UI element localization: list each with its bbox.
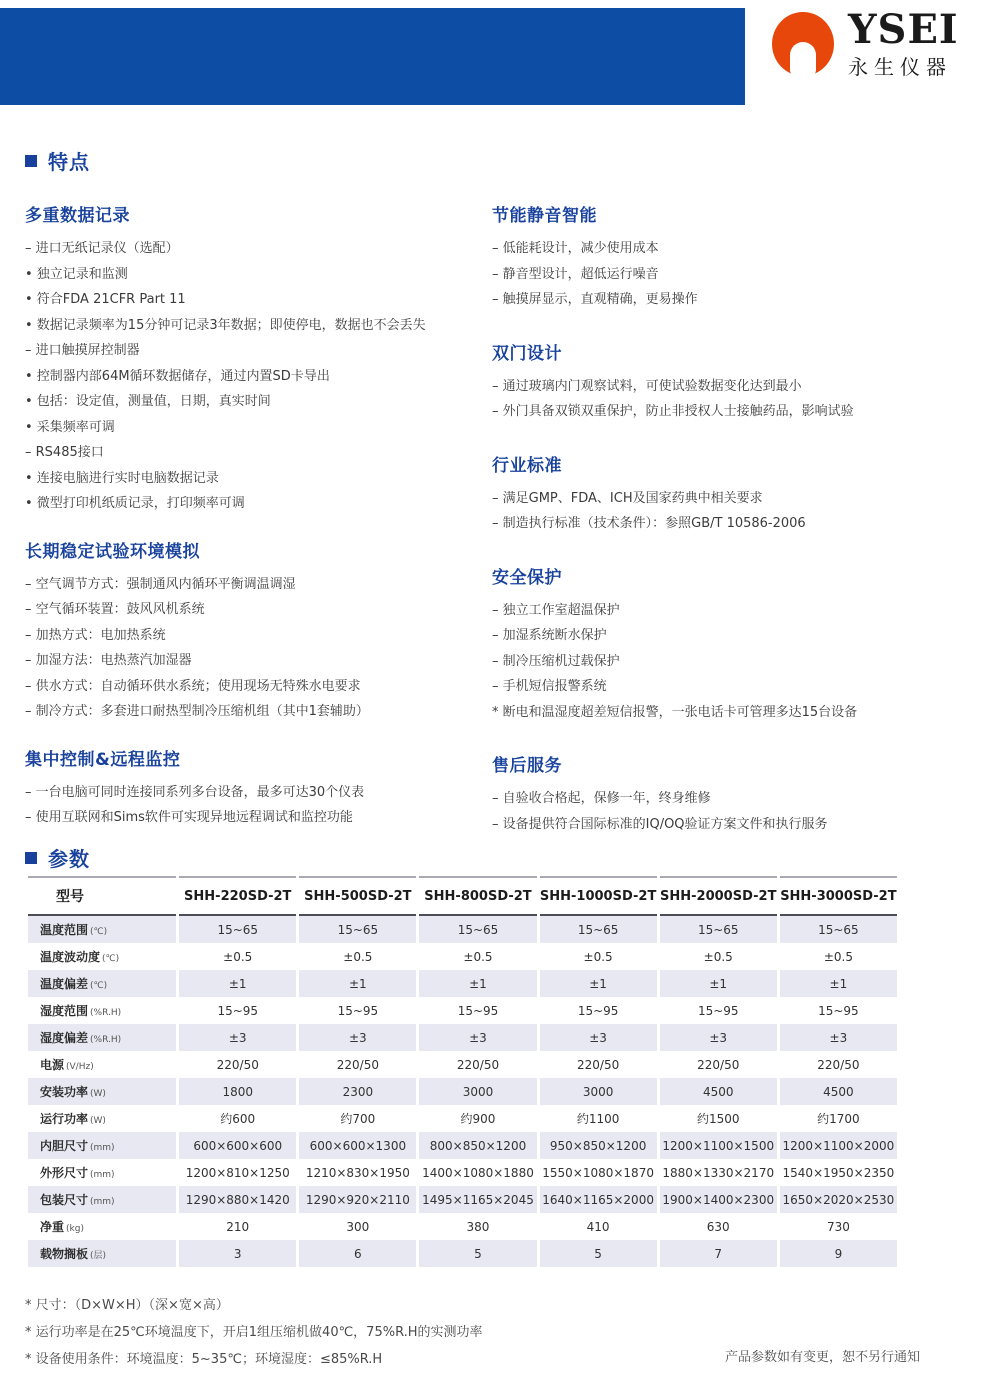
brand-name-en: YSEI bbox=[848, 6, 959, 53]
spec-cell: 220/50 bbox=[456, 1057, 500, 1072]
feature-item: – 制冷方式：多套进口耐热型制冷压缩机组（其中1套辅助） bbox=[25, 704, 369, 719]
table-row bbox=[28, 916, 897, 943]
brand-text bbox=[848, 8, 959, 80]
feature-item: – 通过玻璃内门观察试料，可使试验数据变化达到最小 bbox=[492, 378, 802, 394]
brand-logo bbox=[772, 8, 959, 80]
spec-cell: 15~65 bbox=[780, 916, 897, 943]
spec-cell: 1650×2020×2530 bbox=[780, 1186, 897, 1213]
table-row bbox=[28, 1213, 897, 1240]
column-header: SHH-2000SD-2T bbox=[660, 876, 777, 916]
spec-cell: ±0.5 bbox=[223, 949, 253, 964]
feature-group-title: 集中控制&远程监控 bbox=[25, 749, 181, 770]
row-label: 温度偏差 (℃) bbox=[28, 970, 176, 997]
spec-cell: 1900×1400×2300 bbox=[660, 1186, 777, 1213]
spec-cell: ±0.5 bbox=[463, 949, 493, 964]
spec-cell: 630 bbox=[706, 1219, 730, 1234]
row-label: 湿度偏差 (%R.H) bbox=[28, 1024, 176, 1051]
spec-cell: 220/50 bbox=[817, 1057, 860, 1072]
feature-item: • 符合FDA 21CFR Part 11 bbox=[25, 292, 186, 307]
table-row bbox=[28, 1105, 897, 1132]
table-row bbox=[28, 1240, 897, 1267]
spec-cell: 1290×880×1420 bbox=[179, 1186, 296, 1213]
spec-cell: ±0.5 bbox=[703, 949, 733, 964]
feature-item: • 微型打印机纸质记录，打印频率可调 bbox=[25, 496, 245, 511]
spec-cell: 600×600×1300 bbox=[299, 1132, 416, 1159]
feature-item: – 一台电脑可同时连接同系列多台设备，最多可达30个仪表 bbox=[25, 784, 365, 800]
spec-cell: 3000 bbox=[540, 1078, 657, 1105]
column-header: SHH-220SD-2T bbox=[179, 876, 296, 916]
specs-section-header bbox=[25, 843, 90, 872]
features-column-left bbox=[25, 187, 492, 837]
spec-cell: ±0.5 bbox=[583, 949, 613, 964]
row-label: 电源 (V/Hz) bbox=[40, 1058, 94, 1072]
spec-cell: 1550×1080×1870 bbox=[542, 1165, 654, 1180]
feature-item: – 自验收合格起，保修一年，终身维修 bbox=[492, 791, 711, 806]
feature-item: – 进口无纸记录仪（选配） bbox=[25, 241, 179, 256]
column-header: 型号 bbox=[28, 876, 176, 916]
spec-cell: 3000 bbox=[419, 1078, 536, 1105]
spec-cell: 约900 bbox=[460, 1112, 496, 1126]
feature-group-title: 行业标准 bbox=[492, 455, 562, 476]
spec-cell: 2300 bbox=[299, 1078, 416, 1105]
table-row bbox=[28, 1078, 897, 1105]
spec-cell: ±1 bbox=[780, 970, 897, 997]
column-header: SHH-500SD-2T bbox=[299, 876, 416, 916]
spec-cell: ±1 bbox=[419, 970, 536, 997]
row-label: 包装尺寸 (mm) bbox=[28, 1186, 176, 1213]
feature-list bbox=[492, 786, 965, 837]
spec-cell: 约1500 bbox=[696, 1112, 740, 1126]
spec-cell: 300 bbox=[346, 1219, 370, 1234]
spec-cell: 3 bbox=[179, 1240, 296, 1267]
column-header: SHH-1000SD-2T bbox=[540, 876, 657, 916]
spec-cell: 220/50 bbox=[216, 1057, 259, 1072]
feature-item: – 手机短信报警系统 bbox=[492, 679, 607, 694]
row-label: 温度波动度 (℃) bbox=[40, 950, 120, 964]
feature-list bbox=[492, 486, 965, 537]
spec-cell: 380 bbox=[466, 1219, 490, 1234]
spec-cell: ±0.5 bbox=[823, 949, 853, 964]
section-square-icon bbox=[25, 155, 37, 167]
table-row bbox=[28, 1159, 897, 1186]
spec-cell: 约600 bbox=[220, 1112, 256, 1126]
feature-item: – 外门具备双锁双重保护，防止非授权人士接触药品，影响试验 bbox=[492, 404, 854, 419]
feature-item: – 制冷压缩机过载保护 bbox=[492, 653, 620, 669]
spec-cell: 约1100 bbox=[576, 1112, 620, 1126]
feature-list bbox=[25, 572, 492, 725]
brand-name-cn: 永生仪器 bbox=[848, 55, 952, 79]
feature-item: – 制造执行标准（技术条件）：参照GB/T 10586-2006 bbox=[492, 516, 806, 531]
spec-cell: 约1700 bbox=[817, 1112, 860, 1126]
feature-group-title: 安全保护 bbox=[492, 567, 562, 588]
spec-cell: 15~65 bbox=[419, 916, 536, 943]
feature-group-title: 长期稳定试验环境模拟 bbox=[25, 541, 200, 562]
row-label: 净重 (kg) bbox=[40, 1220, 84, 1234]
feature-item: – 使用互联网和Sims软件可实现异地远程调试和监控功能 bbox=[25, 810, 353, 825]
table-header-row bbox=[28, 876, 897, 916]
feature-item: – RS485接口 bbox=[25, 445, 104, 460]
spec-cell: 15~95 bbox=[697, 1003, 739, 1018]
row-label: 载物搁板 (层) bbox=[28, 1240, 176, 1267]
feature-item: • 采集频率可调 bbox=[25, 419, 115, 435]
spec-cell: 5 bbox=[540, 1240, 657, 1267]
feature-list bbox=[492, 236, 965, 313]
spec-cell: 1495×1165×2045 bbox=[419, 1186, 536, 1213]
feature-item: – 触摸屏显示，直观精确，更易操作 bbox=[492, 292, 698, 307]
column-header: SHH-3000SD-2T bbox=[780, 876, 897, 916]
spec-cell: ±1 bbox=[540, 970, 657, 997]
spec-cell: ±3 bbox=[780, 1024, 897, 1051]
spec-cell: 4500 bbox=[660, 1078, 777, 1105]
feature-item: • 包括：设定值，测量值，日期，真实时间 bbox=[25, 394, 271, 409]
feature-item: – 设备提供符合国际标准的IQ/OQ验证方案文件和执行服务 bbox=[492, 816, 828, 832]
change-disclaimer: 产品参数如有变更，恕不另行通知 bbox=[724, 1350, 920, 1365]
spec-cell: 15~95 bbox=[217, 1003, 259, 1018]
feature-list bbox=[25, 236, 492, 517]
footnote: * 运行功率是在25℃环境温度下，开启1组压缩机做40℃，75%R.H的实测功率 bbox=[25, 1325, 483, 1340]
spec-cell: 1880×1330×2170 bbox=[662, 1165, 775, 1180]
spec-cell: 1200×810×1250 bbox=[185, 1165, 290, 1180]
spec-cell: ±1 bbox=[299, 970, 416, 997]
table-row bbox=[28, 1051, 897, 1078]
features-section bbox=[25, 146, 965, 837]
feature-group-title: 双门设计 bbox=[492, 343, 562, 364]
feature-item: – 进口触摸屏控制器 bbox=[25, 343, 140, 358]
spec-cell: 1290×920×2110 bbox=[299, 1186, 416, 1213]
feature-item: – 满足GMP、FDA、ICH及国家药典中相关要求 bbox=[492, 490, 763, 506]
spec-cell: 1800 bbox=[179, 1078, 296, 1105]
row-label: 内胆尺寸 (mm) bbox=[28, 1132, 176, 1159]
feature-item: – 独立工作室超温保护 bbox=[492, 602, 620, 618]
table-row bbox=[28, 1024, 897, 1051]
table-row bbox=[28, 997, 897, 1024]
spec-cell: 15~95 bbox=[818, 1003, 859, 1018]
spec-cell: 1200×1100×2000 bbox=[780, 1132, 897, 1159]
spec-cell: 9 bbox=[780, 1240, 897, 1267]
feature-item: * 断电和温湿度超差短信报警，一张电话卡可管理多达15台设备 bbox=[492, 704, 858, 720]
spec-cell: 800×850×1200 bbox=[419, 1132, 536, 1159]
spec-cell: 约700 bbox=[340, 1112, 376, 1126]
feature-group-title: 节能静音智能 bbox=[492, 206, 597, 226]
spec-cell: 15~95 bbox=[337, 1003, 379, 1018]
spec-cell: 15~65 bbox=[540, 916, 657, 943]
row-label: 外形尺寸 (mm) bbox=[40, 1166, 115, 1180]
spec-cell: 220/50 bbox=[697, 1057, 740, 1072]
feature-item: – 加湿方法：电热蒸汽加湿器 bbox=[25, 653, 192, 668]
spec-cell: 15~65 bbox=[179, 916, 296, 943]
table-row bbox=[28, 1186, 897, 1213]
spec-cell: 15~65 bbox=[660, 916, 777, 943]
spec-cell: ±3 bbox=[660, 1024, 777, 1051]
spec-cell: 15~95 bbox=[457, 1003, 499, 1018]
spec-cell: 15~95 bbox=[577, 1003, 619, 1018]
spec-cell: 1400×1080×1880 bbox=[422, 1165, 534, 1180]
spec-cell: ±3 bbox=[540, 1024, 657, 1051]
specs-table bbox=[25, 876, 900, 1267]
spec-cell: 5 bbox=[419, 1240, 536, 1267]
features-section-title: 特点 bbox=[48, 150, 90, 174]
spec-cell: ±3 bbox=[299, 1024, 416, 1051]
feature-list bbox=[25, 780, 492, 831]
spec-cell: 220/50 bbox=[577, 1057, 620, 1072]
feature-list bbox=[492, 598, 965, 726]
spec-cell: 730 bbox=[826, 1219, 850, 1234]
footnote: * 尺寸：（D×W×H）（深×宽×高） bbox=[25, 1298, 229, 1313]
spec-cell: 950×850×1200 bbox=[540, 1132, 657, 1159]
spec-cell: 7 bbox=[660, 1240, 777, 1267]
header-band bbox=[0, 8, 745, 105]
feature-item: – 供水方式：自动循环供水系统；使用现场无特殊水电要求 bbox=[25, 678, 361, 694]
table-row bbox=[28, 1132, 897, 1159]
feature-list bbox=[492, 374, 965, 425]
spec-cell: 410 bbox=[586, 1219, 610, 1234]
feature-item: – 空气循环装置：鼓风风机系统 bbox=[25, 602, 205, 617]
spec-cell: 15~65 bbox=[299, 916, 416, 943]
spec-cell: ±0.5 bbox=[343, 949, 373, 964]
table-row bbox=[28, 970, 897, 997]
table-row bbox=[28, 943, 897, 970]
feature-item: • 独立记录和监测 bbox=[25, 266, 128, 282]
features-section-header bbox=[25, 146, 965, 175]
feature-item: – 低能耗设计，减少使用成本 bbox=[492, 241, 659, 256]
section-square-icon bbox=[25, 852, 37, 864]
footnotes bbox=[25, 1292, 483, 1373]
column-header: SHH-800SD-2T bbox=[419, 876, 536, 916]
spec-cell: 600×600×600 bbox=[179, 1132, 296, 1159]
spec-cell: 220/50 bbox=[336, 1057, 379, 1072]
specs-section-title: 参数 bbox=[48, 847, 90, 871]
feature-item: • 连接电脑进行实时电脑数据记录 bbox=[25, 470, 219, 486]
feature-item: – 加热方式：电加热系统 bbox=[25, 627, 166, 643]
spec-cell: ±1 bbox=[660, 970, 777, 997]
feature-item: • 数据记录频率为15分钟可记录3年数据；即使停电，数据也不会丢失 bbox=[25, 317, 426, 333]
spec-cell: 1540×1950×2350 bbox=[782, 1165, 895, 1180]
features-column-right bbox=[492, 187, 965, 837]
spec-cell: 1210×830×1950 bbox=[305, 1165, 410, 1180]
spec-cell: 1640×1165×2000 bbox=[540, 1186, 657, 1213]
row-label: 湿度范围 (%R.H) bbox=[40, 1004, 122, 1018]
spec-cell: 4500 bbox=[780, 1078, 897, 1105]
feature-group-title: 售后服务 bbox=[492, 756, 562, 776]
feature-item: – 加湿系统断水保护 bbox=[492, 628, 607, 643]
spec-cell: 6 bbox=[299, 1240, 416, 1267]
footnote: * 设备使用条件：环境温度：5~35℃；环境湿度：≤85%R.H bbox=[25, 1352, 383, 1367]
feature-item: • 控制器内部64M循环数据储存，通过内置SD卡导出 bbox=[25, 368, 330, 384]
row-label: 安装功率 (W) bbox=[28, 1078, 176, 1105]
flame-circle-logo-icon bbox=[772, 12, 834, 76]
spec-cell: ±3 bbox=[419, 1024, 536, 1051]
spec-cell: ±3 bbox=[179, 1024, 296, 1051]
feature-item: – 静音型设计，超低运行噪音 bbox=[492, 266, 659, 282]
spec-cell: ±1 bbox=[179, 970, 296, 997]
spec-cell: 210 bbox=[226, 1219, 250, 1234]
features-columns bbox=[25, 187, 965, 837]
row-label: 温度范围 (℃) bbox=[28, 916, 176, 943]
feature-group-title: 多重数据记录 bbox=[25, 206, 130, 226]
row-label: 运行功率 (W) bbox=[40, 1112, 106, 1126]
feature-item: – 空气调节方式：强制通风内循环平衡调温调湿 bbox=[25, 576, 296, 592]
spec-cell: 1200×1100×1500 bbox=[660, 1132, 777, 1159]
